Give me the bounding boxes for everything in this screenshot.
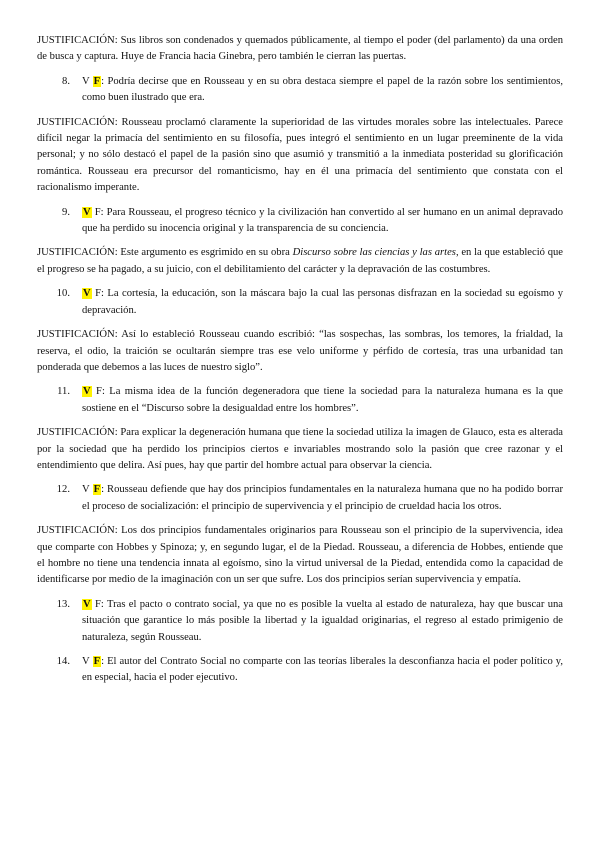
justification-text: Este argumento es esgrimido en su obra — [120, 247, 290, 259]
question-number: 12. — [56, 484, 70, 496]
justification-text-continued: , en la que estableció que el progreso se ha pagado, a su juicio, con el debilitamiento del carácter y la depravación de las costumbres. — [37, 247, 564, 275]
question-item-8 — [37, 74, 563, 107]
false-option: F — [96, 386, 102, 398]
false-option: F — [95, 288, 102, 300]
question-statement: El autor del Contrato Social no comparte con las teorías liberales la desconfianza hacia el poder político y, en especial, hacia el poder ejecutivo. — [82, 656, 563, 684]
justification-label: JUSTIFICACIÓN: — [37, 35, 118, 46]
question-statement: La cortesía, la educación, son la máscara bajo la cual las personas disfrazan en la sociedad su egoísmo y depravación. — [82, 288, 563, 316]
justification-intro — [37, 33, 563, 66]
justification-label: JUSTIFICACIÓN: — [37, 329, 118, 341]
question-statement: La misma idea de la función degeneradora que tiene la sociedad para la naturaleza humana es la que sostiene en el “Discurso sobre la desigualdad entre los hombres”. — [82, 386, 563, 414]
selected-answer-true: V — [83, 598, 91, 610]
justification-text: Así lo estableció Rousseau cuando escribió: “las sospechas, las sombras, los temores, la frialdad, la reserva, el odio, la traición se ocultarán siempre tras ese velo uniforme y pérfido de cortesía, tras una urbanidad tan ponderada que debemos a las luces de nuestro siglo”. — [37, 329, 563, 373]
true-option: V — [82, 656, 90, 667]
question-number: 9. — [62, 206, 70, 218]
justification-12 — [37, 523, 563, 589]
question-item-12 — [37, 482, 563, 515]
selected-answer-true: V — [83, 206, 91, 218]
answer-colon: : — [101, 484, 105, 496]
question-number: 10. — [56, 288, 70, 300]
justification-label: JUSTIFICACIÓN: — [37, 427, 118, 439]
question-statement: Rousseau defiende que hay dos principios fundamentales en la naturaleza humana que no ha podido borrar el proceso de socialización: el principio de supervivencia y el principio de crueldad hacia los otros. — [82, 484, 563, 512]
question-statement: Podría decirse que en Rousseau y en su obra destaca siempre el papel de la razón sobre los sentimientos, como buen ilustrado que era. — [82, 75, 563, 104]
question-item-14 — [37, 654, 563, 687]
selected-answer-true: V — [83, 386, 91, 398]
true-option: V — [82, 484, 90, 496]
answer-colon: : — [101, 386, 105, 398]
justification-text: Los dos principios fundamentales originarios para Rousseau son el principio de la supervivencia, idea que comparte con Hobbes y Spinoza; y, en segundo lugar, el de la Piedad. Rousseau, a diferencia de Hobbes, entiende que el hombre no tiene una tendencia innata al egoísmo, sino la virtud universal de la Piedad, entendida como la capacidad de identificarse por medio de la imaginación con un ser que sufre. Los dos principios serían supervivencia y empatía. — [37, 525, 563, 586]
question-item-10 — [37, 286, 563, 319]
question-item-11 — [37, 384, 563, 417]
justification-8 — [37, 115, 563, 197]
answer-colon: : — [101, 75, 105, 87]
justification-label: JUSTIFICACIÓN: — [37, 247, 118, 259]
answer-colon: : — [100, 206, 104, 218]
justification-11 — [37, 425, 563, 474]
selected-answer-false: F — [93, 484, 101, 496]
question-number: 14. — [56, 656, 70, 667]
selected-answer-false: F — [93, 75, 101, 87]
justification-text: Rousseau proclamó claramente la superioridad de las virtudes morales sobre las intelectuales. Parece difícil negar la primacía del sentimiento en su filosofía, pues integró el sentimiento en un lugar preeminente de la vida personal; y no sólo destacó el papel de la pasión sino que asumió y transmitió a la inmediata posteridad su glorificación romántica. Rousseau era precursor del romanticismo, hay en él una primacía del sentimiento que constata con el racionalismo imperante. — [37, 116, 563, 194]
answer-colon: : — [101, 288, 104, 300]
justification-label: JUSTIFICACIÓN: — [37, 116, 118, 128]
question-number: 13. — [56, 598, 70, 610]
true-option: V — [82, 75, 90, 87]
justification-9 — [37, 245, 563, 278]
selected-answer-true: V — [83, 288, 91, 300]
false-option: F — [94, 598, 101, 610]
question-number: 11. — [57, 386, 70, 398]
question-item-13 — [37, 597, 563, 646]
justification-text: Sus libros son condenados y quemados públicamente, al tiempo el poder (del parlamento) da una orden de busca y captura. Huye de Francia hacia Ginebra, pero también le cierran las puertas. — [37, 35, 563, 63]
answer-colon: : — [101, 656, 105, 667]
justification-10 — [37, 327, 563, 376]
question-statement: Para Rousseau, el progreso técnico y la civilización han convertido al ser humano en un animal depravado que ha perdido su inocencia original y la transparencia de su conciencia. — [82, 206, 563, 235]
answer-colon: : — [100, 598, 104, 610]
question-number: 8. — [62, 75, 70, 87]
selected-answer-false: F — [93, 656, 101, 667]
question-item-9 — [37, 205, 563, 238]
question-statement: Tras el pacto o contrato social, ya que no es posible la vuelta al estado de naturaleza, hay que buscar una situación que garantice lo más posible la libertad y la igualdad originarias, el regreso al estado primigenio de naturaleza, según Rousseau. — [82, 598, 563, 643]
cited-work-title: Discurso sobre las ciencias y las artes — [292, 247, 456, 259]
justification-label: JUSTIFICACIÓN: — [37, 525, 118, 537]
false-option: F — [94, 206, 101, 218]
justification-text: Para explicar la degeneración humana que tiene la sociedad utiliza la imagen de Glauco, esta es alterada por la sociedad que ha perdido los principios ciertos e invariables mostrando solo la pasión que cree razonar y el entendimiento que delira. Así pues, hay que partir del hombre actual para observar la ciencia. — [37, 427, 564, 471]
